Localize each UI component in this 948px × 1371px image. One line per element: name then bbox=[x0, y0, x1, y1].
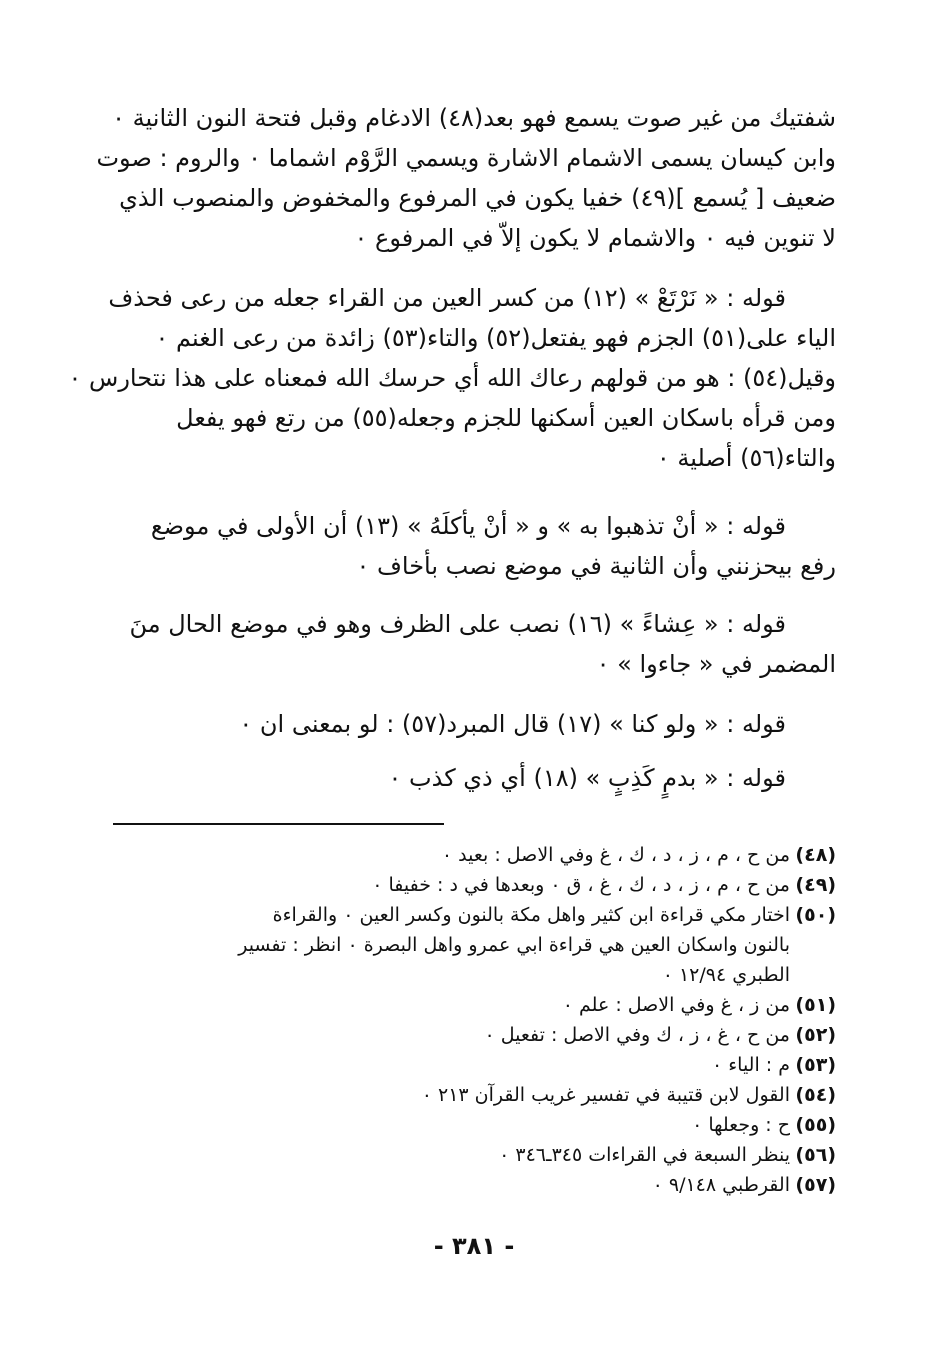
text-line: ومن قرأه باسكان العين أسكنها للجزم وجعله(٥٥) من رتع فهو يفعل bbox=[176, 404, 836, 432]
text-line: قوله : « أنْ تذهبوا به » و « أنْ يأكلَهُ » (١٣) أن الأولى في موضع bbox=[150, 512, 786, 540]
footnote-text: من ز ، غ وفي الاصل : علم ٠ bbox=[562, 994, 790, 1016]
footnote-52 bbox=[124, 1020, 836, 1050]
footnote-56 bbox=[124, 1140, 836, 1170]
footnote-number: (٥٠) bbox=[795, 904, 836, 926]
footnote-51 bbox=[124, 990, 836, 1020]
text-line: قوله : « ولو كنا » (١٧) قال المبرد(٥٧) : لو بمعنى ان ٠ bbox=[239, 710, 786, 738]
paragraph-3 bbox=[136, 506, 836, 586]
footnote-text: القول لابن قتيبة في تفسير غريب القرآن ٢١٣ ٠ bbox=[421, 1084, 790, 1106]
footnote-text: الطبري ١٢/٩٤ ٠ bbox=[662, 964, 790, 986]
footnote-57 bbox=[124, 1170, 836, 1200]
text-line: ضعيف [ يُسمع ](٤٩) خفيا يكون في المرفوع والمخفوض والمنصوب الذي bbox=[119, 184, 836, 212]
footnote-number: (٤٩) bbox=[795, 874, 836, 896]
text-line: قوله : « عِشاءً » (١٦) نصب على الظرف وهو في موضع الحال منَ bbox=[129, 610, 786, 638]
footnote-number: (٥٦) bbox=[795, 1144, 836, 1166]
text-line: قوله : « نَرْتَعْ » (١٢) من كسر العين من القراء جعله من رعى فحذف bbox=[108, 284, 786, 312]
page-number: - ٣٨١ - bbox=[433, 1232, 515, 1260]
text-line: لا تنوين فيه ٠ والاشمام لا يكون إلاّ في المرفوع ٠ bbox=[354, 224, 836, 252]
text-line: وقيل(٥٤) : هو من قولهم رعاك الله أي حرسك الله فمعناه على هذا نتحارس ٠ bbox=[68, 364, 836, 392]
footnote-54 bbox=[124, 1080, 836, 1110]
footnote-text: القرطبي ٩/١٤٨ ٠ bbox=[652, 1174, 790, 1196]
footnote-text: ح : وجعلها ٠ bbox=[692, 1114, 790, 1136]
footnotes bbox=[124, 840, 836, 1200]
footnote-number: (٥٣) bbox=[795, 1054, 836, 1076]
text-line: رفع بيحزنني وأن الثانية في موضع نصب بأخاف ٠ bbox=[356, 552, 836, 580]
text-line: قوله : « بدمٍ كَذِبٍ » (١٨) أي ذي كذب ٠ bbox=[388, 764, 786, 792]
footnote-text: من ح ، م ، ز ، د ، ك ، غ ، ق ٠ وبعدها في د : خفيفا ٠ bbox=[372, 874, 790, 896]
footnote-text: بالنون واسكان العين هي قراءة ابي عمرو واهل البصرة ٠ انظر : تفسير bbox=[238, 934, 790, 956]
text-line: الياء على(٥١) الجزم فهو يفتعل(٥٢) والتاء(٥٣) زائدة من رعى الغنم ٠ bbox=[155, 324, 836, 352]
paragraph-6 bbox=[136, 758, 836, 798]
footnote-number: (٥٧) bbox=[795, 1174, 836, 1196]
paragraph-2 bbox=[68, 278, 836, 478]
footnote-55 bbox=[124, 1110, 836, 1140]
footnote-48 bbox=[124, 840, 836, 870]
footnote-text: م : الياء ٠ bbox=[711, 1054, 790, 1076]
paragraph-1 bbox=[96, 98, 836, 258]
text-line: شفتيك من غير صوت يسمع فهو بعد(٤٨) الادغام وقبل فتحة النون الثانية ٠ bbox=[112, 104, 836, 132]
footnote-text: من ح ، غ ، ز ، ك وفي الاصل : تفعيل ٠ bbox=[484, 1024, 790, 1046]
footnote-49 bbox=[124, 870, 836, 900]
paragraph-5 bbox=[136, 704, 836, 744]
footnote-separator bbox=[113, 823, 444, 825]
footnote-53 bbox=[124, 1050, 836, 1080]
footnote-50 bbox=[124, 900, 836, 990]
footnote-number: (٥٤) bbox=[795, 1084, 836, 1106]
footnote-text: من ح ، م ، ز ، د ، ك ، غ وفي الاصل : بعيد ٠ bbox=[441, 844, 790, 866]
text-line: والتاء(٥٦) أصلية ٠ bbox=[656, 444, 836, 472]
footnote-text: ينظر السبعة في القراءات ٣٤٥ـ٣٤٦ ٠ bbox=[499, 1144, 790, 1166]
text-line: المضمر في « جاءوا » ٠ bbox=[596, 650, 836, 678]
footnote-number: (٤٨) bbox=[795, 844, 836, 866]
footnote-number: (٥٥) bbox=[795, 1114, 836, 1136]
footnote-number: (٥٢) bbox=[795, 1024, 836, 1046]
paragraph-4 bbox=[129, 604, 836, 684]
footnote-number: (٥١) bbox=[795, 994, 836, 1016]
text-line: وابن كيسان يسمى الاشمام الاشارة ويسمي الرَّوْم اشماما ٠ والروم : صوت bbox=[96, 144, 836, 172]
footnote-text: اختار مكي قراءة ابن كثير واهل مكة بالنون وكسر العين ٠ والقراءة bbox=[272, 904, 790, 926]
